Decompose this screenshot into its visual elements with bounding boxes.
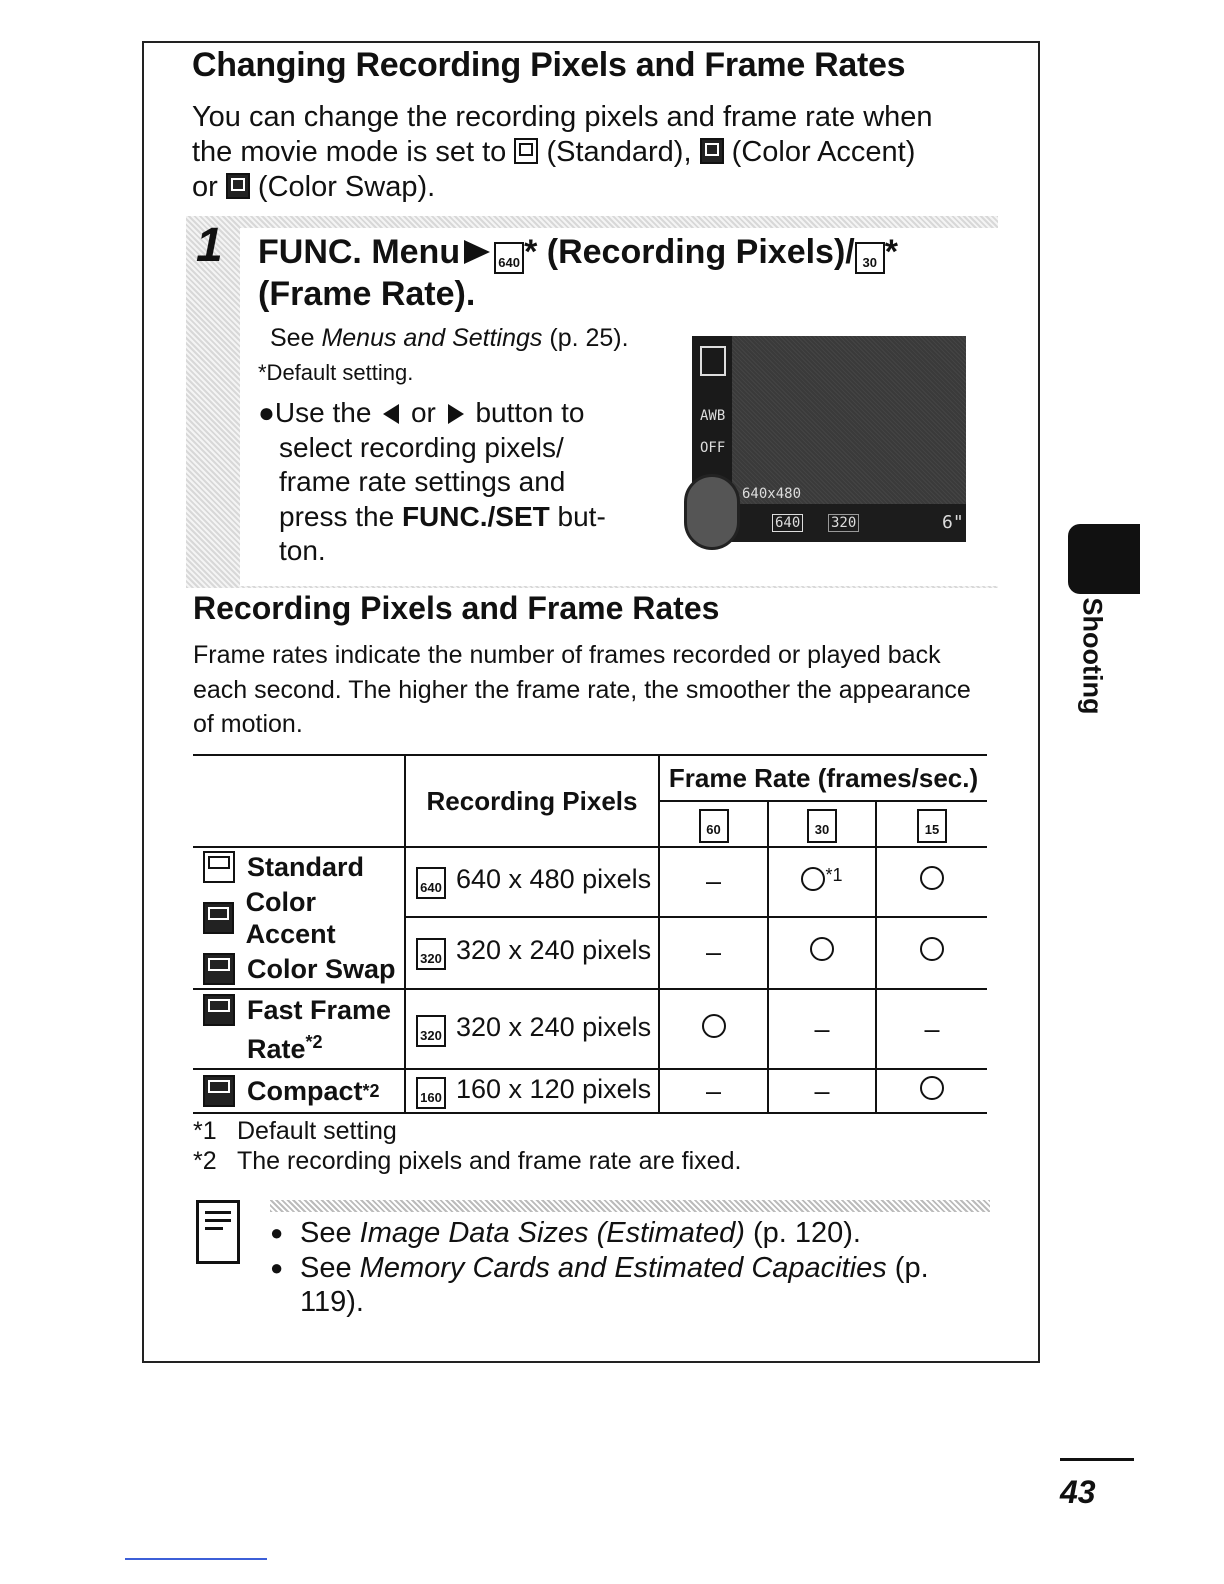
frame-rate-icon: 30	[855, 242, 885, 274]
lcd-option-320: 320	[828, 514, 859, 532]
section-paragraph: Frame rates indicate the number of frames recorded or played back each second. The higher the frame rate, the smoother the appearance of motion.	[193, 641, 971, 738]
fast-frame-rate-icon	[203, 994, 235, 1026]
lcd-option-640: 640	[772, 514, 803, 532]
notes-list	[270, 1216, 990, 1320]
step-instruction: ●Use the or button to select recording pixels/ frame rate settings and press the FUNC./SET but- ton.	[258, 397, 606, 566]
pixels-160-icon: 160	[416, 1077, 446, 1109]
table-row: 320 320 x 240 pixels –	[193, 917, 987, 989]
movie-standard-icon	[203, 851, 235, 883]
pixels-640-icon: 640	[416, 867, 446, 899]
supported-mark	[810, 937, 834, 961]
page-title: Changing Recording Pixels and Frame Rates	[192, 46, 906, 84]
awb-label: AWB	[700, 408, 726, 424]
frame-rate-30-icon: 30	[807, 809, 837, 843]
supported-mark	[920, 866, 944, 890]
chapter-label: Shooting	[1077, 597, 1108, 715]
step-number: 1	[196, 219, 223, 272]
supported-mark	[801, 867, 825, 891]
list-item: ● See Memory Cards and Estimated Capacities (p. 119).	[270, 1251, 990, 1320]
footnotes	[193, 1116, 741, 1176]
supported-mark	[920, 1076, 944, 1100]
compact-cell: Compact *2	[193, 1069, 405, 1113]
movie-standard-icon	[514, 138, 538, 164]
list-item: ● See Image Data Sizes (Estimated) (p. 120).	[270, 1216, 990, 1251]
frame-rate-60-icon: 60	[699, 809, 729, 843]
lcd-remaining-time: 6"	[942, 512, 964, 533]
pixels-320-icon: 320	[416, 1015, 446, 1047]
memo-icon	[196, 1200, 240, 1264]
left-arrow-icon	[383, 404, 399, 424]
fast-frame-cell: Fast Frame Rate$^{*2}$	[193, 989, 405, 1069]
flash-off-label: OFF	[700, 440, 726, 456]
color-swap-icon	[226, 173, 250, 199]
scan-edge-line	[125, 1558, 267, 1560]
see-menus-ref: See Menus and Settings (p. 25).	[270, 324, 629, 352]
pixels-320-icon: 320	[416, 938, 446, 970]
color-swap-icon	[203, 953, 235, 985]
chapter-tab	[1068, 524, 1140, 594]
notes-rule	[270, 1200, 990, 1212]
footnote: *1 Default setting	[193, 1117, 397, 1145]
page-number-rule	[1060, 1458, 1134, 1461]
table-row: Fast Frame Rate$^{*2}$ 320 320 x 240 pixels – –	[193, 989, 987, 1069]
mode-group-cell: Standard Color Accent Color Swap	[193, 847, 405, 989]
recording-pixels-icon: 640	[494, 242, 524, 274]
footnote: *2 The recording pixels and frame rate are fixed.	[193, 1147, 742, 1175]
supported-mark	[920, 937, 944, 961]
supported-mark	[702, 1014, 726, 1038]
compact-icon	[203, 1075, 235, 1107]
page-number: 43	[1060, 1474, 1096, 1510]
header-frame-rate: Frame Rate (frames/sec.)	[659, 755, 987, 801]
frame-rate-15-icon: 15	[917, 809, 947, 843]
frame-rate-table	[193, 754, 987, 1114]
movie-mode-icon	[700, 346, 726, 376]
table-row: Compact *2 160 160 x 120 pixels – –	[193, 1069, 987, 1113]
header-recording-pixels: Recording Pixels	[405, 755, 659, 847]
default-setting-note: *Default setting.	[258, 360, 414, 385]
table-row: Standard Color Accent Color Swap 640 640 x 480 pixels – $^{*1}$	[193, 847, 987, 917]
step-title: FUNC. Menu 640 * (Recording Pixels)/ 30 * (Frame Rate).	[258, 233, 898, 313]
menu-arrow-icon	[464, 240, 490, 264]
lcd-resolution: 640x480	[742, 486, 802, 502]
color-accent-icon	[203, 902, 234, 934]
color-accent-icon	[700, 138, 724, 164]
table-corner-cell	[193, 755, 405, 847]
lcd-selector-ring	[684, 474, 740, 550]
section-heading: Recording Pixels and Frame Rates	[193, 590, 720, 626]
right-arrow-icon	[448, 404, 464, 424]
intro-paragraph: You can change the recording pixels and frame rate when the movie mode is set to (Standard), (Color Accent) or (Color Swap).	[192, 101, 933, 203]
